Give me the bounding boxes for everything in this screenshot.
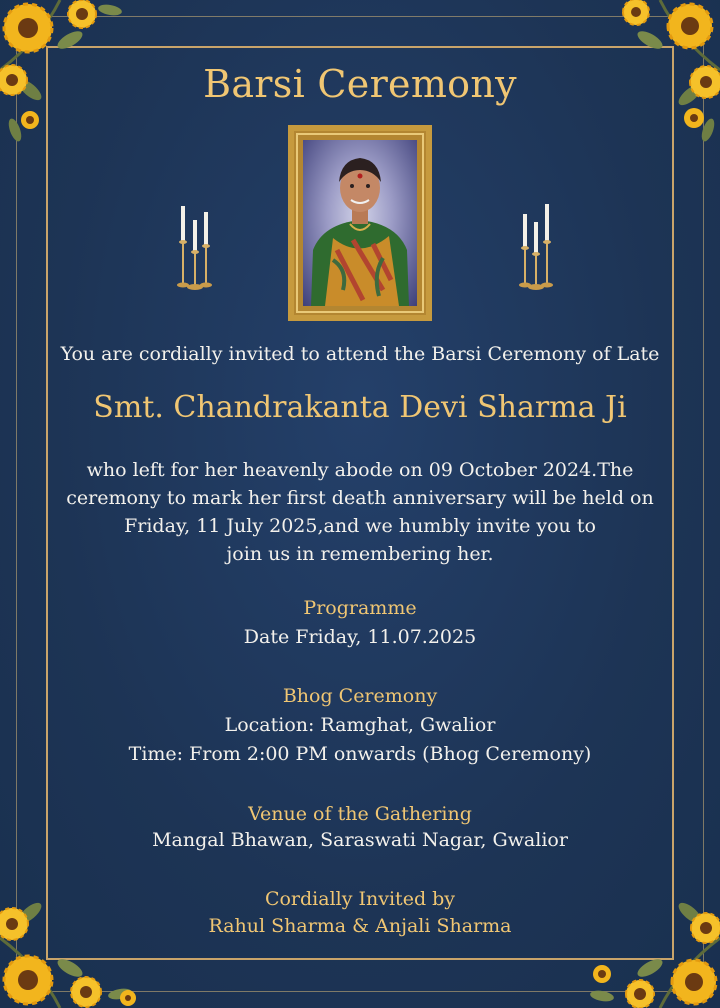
bhog-location: Location: Ramghat, Gwalior <box>224 714 496 736</box>
bhog-heading: Bhog Ceremony <box>282 685 438 707</box>
portrait-photo <box>303 140 417 306</box>
right-candle-stand-icon <box>512 198 560 294</box>
page-title: Barsi Ceremony <box>203 62 517 106</box>
invited-by-names: Rahul Sharma & Anjali Sharma <box>208 915 512 937</box>
programme-heading: Programme <box>303 597 417 619</box>
message-line: who left for her heavenly abode on 09 October 2024.The <box>86 459 634 481</box>
message-paragraph <box>0 456 720 568</box>
honoree-name: Smt. Chandrakanta Devi Sharma Ji <box>93 390 627 425</box>
venue-heading: Venue of the Gathering <box>248 803 472 825</box>
left-candle-stand-icon <box>172 198 220 294</box>
portrait-frame <box>288 125 432 321</box>
invitation-line: You are cordially invited to attend the Barsi Ceremony of Late <box>60 343 660 365</box>
message-line: join us in remembering her. <box>226 543 494 565</box>
programme-date: Date Friday, 11.07.2025 <box>243 626 477 648</box>
message-line: ceremony to mark her first death anniversary will be held on <box>66 487 654 509</box>
venue-address: Mangal Bhawan, Saraswati Nagar, Gwalior <box>152 829 568 851</box>
message-line: Friday, 11 July 2025,and we humbly invite you to <box>124 515 596 537</box>
invited-by-heading: Cordially Invited by <box>264 888 456 910</box>
bhog-time: Time: From 2:00 PM onwards (Bhog Ceremony) <box>128 743 592 765</box>
